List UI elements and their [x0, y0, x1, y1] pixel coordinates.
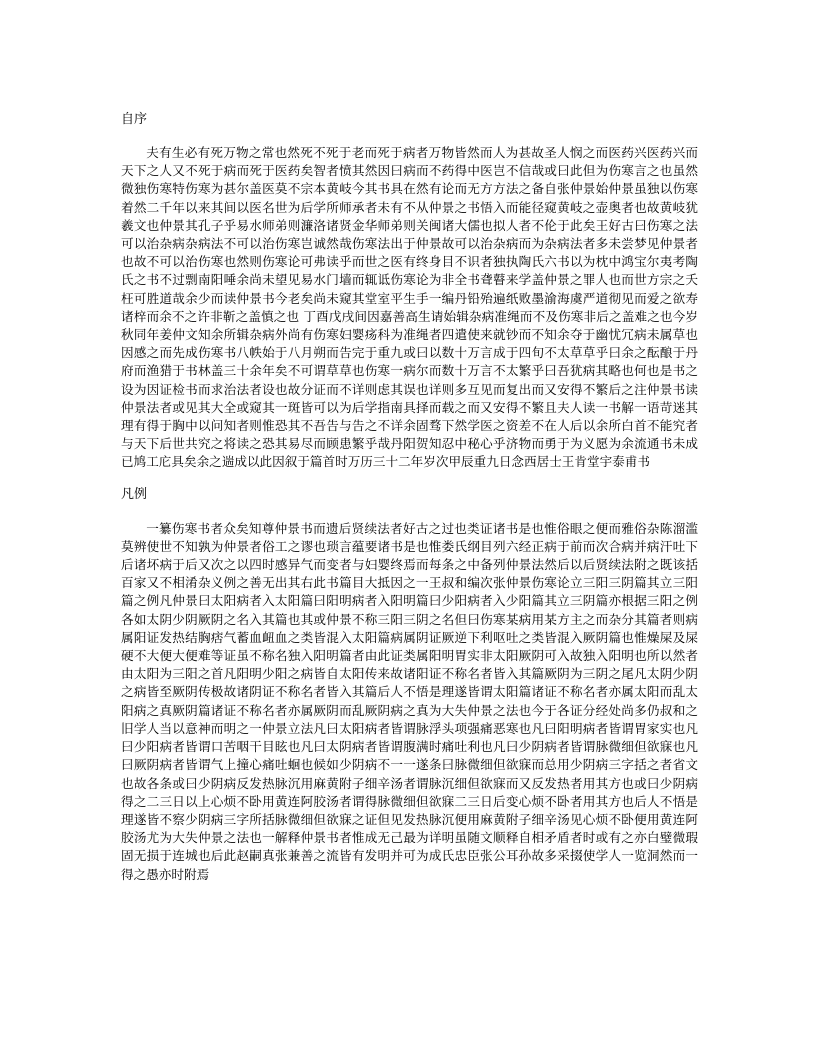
fanli-paragraph: 一纂伤寒书者众矣知尊仲景书而遗后贤续法者好古之过也类证诸书是也惟俗眼之便而雅俗杂陈溜滥莫辨使世不知孰为仲景者俗工之谬也琐言蕴要诸书是也惟娄氏纲目列六经正病于前而次合病并病汗吐下后诸坏病于后又次之以四时感异气而变者与妇婴终焉而每条之中备列仲景法然后以后贤续法附之既该括百家又不相淆杂义例之善无出其右此书篇目大抵因之一王叔和编次张仲景伤寒论立三阳三阴篇其立三阳篇之例凡仲景曰太阳病者入太阳篇曰阳明病者入阳明篇曰少阳病者入少阳篇其立三阴篇亦根据三阳之例各如太阴少阴厥阴之名入其篇也其或仲景不称三阳三阴之名但曰伤寒某病用某方主之而杂分其篇者则病属阳证发热结胸痞气蓄血衄血之类皆混入太阳篇病属阴证厥逆下利呕吐之类皆混入厥阴篇也惟燥屎及屎硬不大便大便难等证虽不称名独入阳明篇者由此证类属阳明胃实非太阳厥阴可入故独入阳明也所以然者由太阳为三阳之首凡阳明少阳之病皆自太阳传来故诸阳证不称名者皆入其篇厥阴为三阴之尾凡太阴少阴之病皆至厥阴传极故诸阴证不称名者皆入其篇后人不悟是理遂皆谓太阳篇诸证不称名者亦属太阳而乱太阳病之真厥阴篇诸证不称名者亦属厥阴而乱厥阴病之真为大失仲景之法也今于各证分经处尚多仍叔和之旧学人当以意神而明之一仲景立法凡曰太阳病者皆谓脉浮头项强痛恶寒也凡曰阳明病者皆谓胃家实也凡曰少阳病者皆谓口苦咽干目眩也凡曰太阴病者皆谓腹满时痛吐利也凡曰少阴病者皆谓脉微细但欲寐也凡曰厥阴病者皆谓气上撞心痛吐蛔也候如少阴病不一一遂条曰脉微细但欲寐而总用少阴病三字括之者省文也故各条或曰少阴病反发热脉沉用麻黄附子细辛汤者谓脉沉细但欲寐而又反发热者用其方也或曰少阴病得之二三日以上心烦不卧用黄连阿胶汤者谓得脉微细但欲寐二三日后变心烦不卧者用其方也后人不悟是理遂皆不察少阴病三字所括脉微细但欲寐之证但见发热脉沉便用麻黄附子细辛汤见心烦不卧便用黄连阿胶汤尤为大失仲景之法也一解释仲景书者惟成无己最为详明虽随文顺释自相矛盾者时或有之亦白璧微瑕固无损于连城也后此赵嗣真张兼善之流皆有发明并可为成氏忠臣张公耳孙故多采掇使学人一览洞然而一得之愚亦时附焉	[121, 520, 698, 882]
preface-paragraph: 夫有生必有死万物之常也然死不死于老而死于病者万物皆然而人为甚故圣人悯之而医药兴医药兴而天下之人又不死于病而死于医药矣智者愤其然因曰病而不药得中医岂不信哉或曰此但为伤寒言之也虽然微独伤寒特伤寒为甚尔盖医莫不宗本黄岐今其书具在然有论而无方方法之备自张仲景始仲景虽独以伤寒着然二千年以来其间以医名世为后学所师承者未有不从仲景之书悟入而能径窥黄岐之壶奥者也故黄岐犹羲文也仲景其孔子乎易水师弟则濂洛诸贤金华师弟则关闽诸大儒也拟人者不伦于此矣王好古曰伤寒之法可以治杂病杂病法不可以治伤寒岂诚然哉伤寒法出于仲景故可以治杂病而为杂病法者多未尝梦见仲景者也故不可以治伤寒也然则伤寒论可弗读乎而世之医有终身目不识者独执陶氏六书以为枕中鸿宝尔夷考陶氏之书不过剽南阳唾余尚未望见易水门墙而辄诋伤寒论为非全书聋瞽来学盖仲景之罪人也而世方宗之夭枉可胜道哉余少而读仲景书今老矣尚未窥其堂室平生手一编丹铅殆遍纸败墨渝海虞严道彻见而爱之欲寿诸梓而余不之许非靳之盖慎之也 丁酉戊戌间因嘉善高生请始辑杂病准绳而不及伤寒非后之盖难之也今岁秋同年姜仲文知余所辑杂病外尚有伤寒妇婴疡科为准绳者四遣使来就钞而不知余夺于幽忧冗病未属草也因感之而先成伤寒书八帙始于八月朔而告完于重九或曰以数十万言成于四旬不太草草乎曰余之酝酿于丹府而渔猎于书林盖三十余年矣不可谓草草也伤寒一病尔而数十万言不太繁乎曰吾犹病其略也何也是书之设为因证检书而求治法者设也故分证而不详则虑其误也详则多互见而复出而又安得不繁后之注仲景书读仲景法者或见其大全或窥其一斑皆可以为后学指南具择而载之而又安得不繁且夫人读一书解一语苛迷其理有得于胸中以问知者则惟恐其不吾告与告之不详余固骛下然学医之资差不在人后以余所白首不能究者与天下后世共究之将读之恐其易尽而顾患繁乎哉丹阳贺知忍中秘心乎济物而勇于为义愿为余流通书未成已鸠工庀具矣余之遄成以此因叙于篇首时万历三十二年岁次甲辰重九日念西居士王肯堂宇泰甫书	[121, 145, 698, 470]
fanli-heading: 凡例	[121, 486, 148, 502]
preface-heading: 自序	[121, 112, 148, 127]
document-page	[121, 110, 698, 884]
